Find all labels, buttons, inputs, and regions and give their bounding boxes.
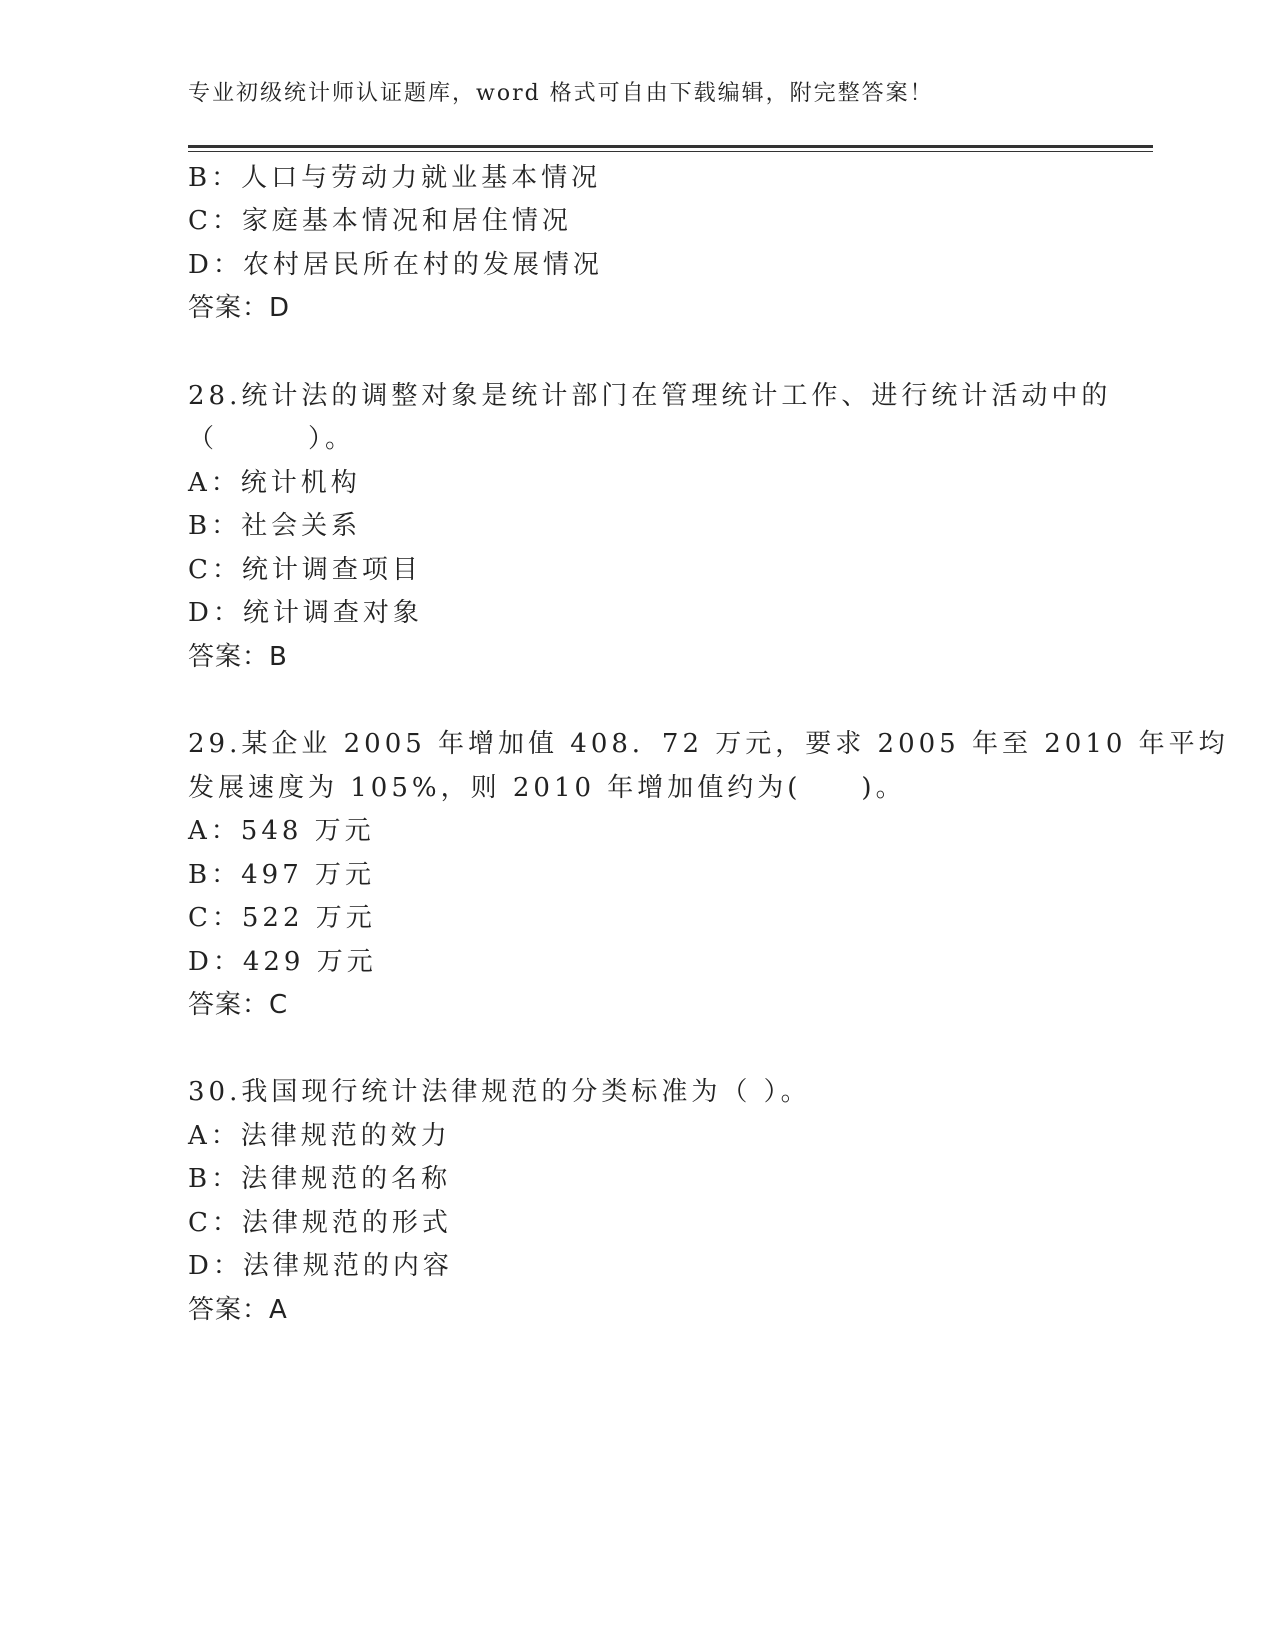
q28-stem-line1: 28.统计法的调整对象是统计部门在管理统计工作、进行统计活动中的 xyxy=(188,381,1112,411)
q29-stem-line2: 发展速度为 105%，则 2010 年增加值约为( )。 xyxy=(188,773,906,803)
q30-option-d: D：法律规范的内容 xyxy=(188,1251,453,1281)
q29-option-a: A：548 万元 xyxy=(188,816,375,846)
q29-option-d: D：429 万元 xyxy=(188,947,377,977)
q29-stem-line1: 29.某企业 2005 年增加值 408．72 万元，要求 2005 年至 2010 年平均 xyxy=(188,729,1229,759)
header-divider xyxy=(188,145,1153,152)
page-header: 专业初级统计师认证题库，word 格式可自由下载编辑，附完整答案！ xyxy=(188,81,934,106)
q29-option-b: B：497 万元 xyxy=(188,860,375,890)
q30-answer: 答案：A xyxy=(188,1295,288,1325)
q30-stem-line1: 30.我国现行统计法律规范的分类标准为（ ）。 xyxy=(188,1077,811,1107)
q27-answer: 答案：D xyxy=(188,293,291,323)
q29-option-c: C：522 万元 xyxy=(188,903,376,933)
q27-option-d: D：农村居民所在村的发展情况 xyxy=(188,250,603,280)
q28-option-c: C：统计调查项目 xyxy=(188,555,422,585)
q28-stem-line2: （ ）。 xyxy=(188,424,356,454)
q30-option-c: C：法律规范的形式 xyxy=(188,1208,452,1238)
q30-option-a: A：法律规范的效力 xyxy=(188,1121,451,1151)
q28-option-b: B：社会关系 xyxy=(188,511,362,541)
q27-option-c: C：家庭基本情况和居住情况 xyxy=(188,206,572,236)
q28-option-d: D：统计调查对象 xyxy=(188,598,423,628)
q27-option-b: B：人口与劳动力就业基本情况 xyxy=(188,163,602,193)
q29-answer: 答案：C xyxy=(188,990,289,1020)
q28-option-a: A：统计机构 xyxy=(188,468,361,498)
q28-answer: 答案：B xyxy=(188,642,288,672)
q30-option-b: B：法律规范的名称 xyxy=(188,1164,452,1194)
